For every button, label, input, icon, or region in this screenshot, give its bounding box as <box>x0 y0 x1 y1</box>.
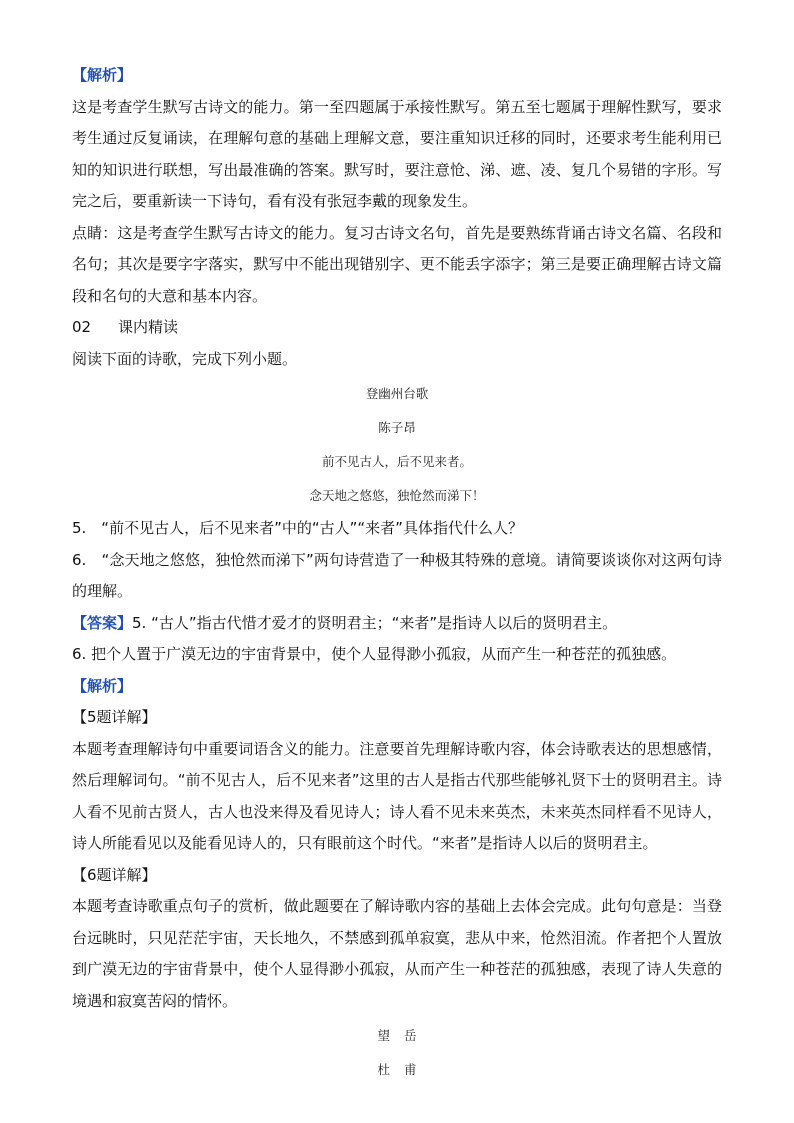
analysis-heading-1 <box>72 60 722 92</box>
answer-5-text: 5. “古人”指古代惜才爱才的贤明君主；“来者”是指诗人以后的贤明君主。 <box>132 613 618 632</box>
instruction-text: 阅读下面的诗歌，完成下列小题。 <box>72 349 298 368</box>
detail-5-heading: 【5题详解】 <box>72 708 157 726</box>
analysis-heading-2 <box>72 671 722 703</box>
question-5: 5. “前不见古人，后不见来者”中的“古人”“来者”具体指代什么人？ <box>72 519 523 537</box>
poem1-line-2: 念天地之悠悠，独怆然而涕下！ <box>309 488 485 503</box>
section-heading <box>72 312 722 344</box>
answer-6: 6. 把个人置于广漠无边的宇宙背景中，使个人显得渺小孤寂，从而产生一种苍茫的孤独感。 <box>72 645 677 663</box>
tip-paragraph: 点睛：这是考查学生默写古诗文的能力。复习古诗文名句，首先是要熟练背诵古诗文名篇、名段和名句；其次是要字字落实，默写中不能出现错别字、更不能丢字添字；第三是要正确理解古诗文篇段和名句的大意和基本内容。 <box>72 223 722 305</box>
analysis-tag-2: 【解析】 <box>72 676 133 695</box>
detail-6-paragraph: 本题考查诗歌重点句子的赏析，做此题要在了解诗歌内容的基础上去体会完成。此句句意是：当登台远眺时，只见茫茫宇宙，天长地久，不禁感到孤单寂寞，悲从中来，怆然泪流。作者把个人置放到广漠无边的宇宙背景中，使个人显得渺小孤寂，从而产生一种苍茫的孤独感，表现了诗人失意的境遇和寂寞苦闷的情怀。 <box>72 897 722 1010</box>
analysis-paragraph-1: 这是考查学生默写古诗文的能力。第一至四题属于承接性默写。第五至七题属于理解性默写，要求考生通过反复诵读，在理解句意的基础上理解文意，要注重知识迁移的同时，还要求考生能利用已知的知识进行联想，写出最准确的答案。默写时，要注意怆、涕、遮、凌、复几个易错的字形。写完之后，要重新读一下诗句，看有没有张冠李戴的现象发生。 <box>72 97 722 210</box>
answer-5 <box>72 608 722 640</box>
detail-6-heading: 【6题详解】 <box>72 865 157 884</box>
detail-5-paragraph: 本题考查理解诗句中重要词语含义的能力。注意要首先理解诗歌内容，体会诗歌表达的思想感情，然后理解词句。“前不见古人，后不见来者”这里的古人是指古代那些能够礼贤下士的贤明君主。诗人看不见前古贤人，古人也没来得及看见诗人；诗人看不见未来英杰，未来英杰同样看不见诗人，诗人所能看见以及能看见诗人的，只有眼前这个时代。“来者”是指诗人以后的贤明君主。 <box>72 739 722 852</box>
section-title: 课内精读 <box>118 318 179 336</box>
poem2-title: 望岳 <box>377 1028 431 1043</box>
poem1-author: 陈子昂 <box>378 420 416 435</box>
section-number: 02 <box>72 318 92 336</box>
question-6: 6. “念天地之悠悠，独怆然而涕下”两句诗营造了一种极其特殊的意境。请简要谈谈你对这两句诗的理解。 <box>72 550 722 600</box>
poem1-title: 登幽州台歌 <box>365 386 429 401</box>
poem1-line-1: 前不见古人，后不见来者。 <box>321 454 472 469</box>
analysis-tag: 【解析】 <box>72 66 133 84</box>
answer-tag: 【答案】 <box>72 613 133 632</box>
poem2-author: 杜甫 <box>377 1062 431 1077</box>
